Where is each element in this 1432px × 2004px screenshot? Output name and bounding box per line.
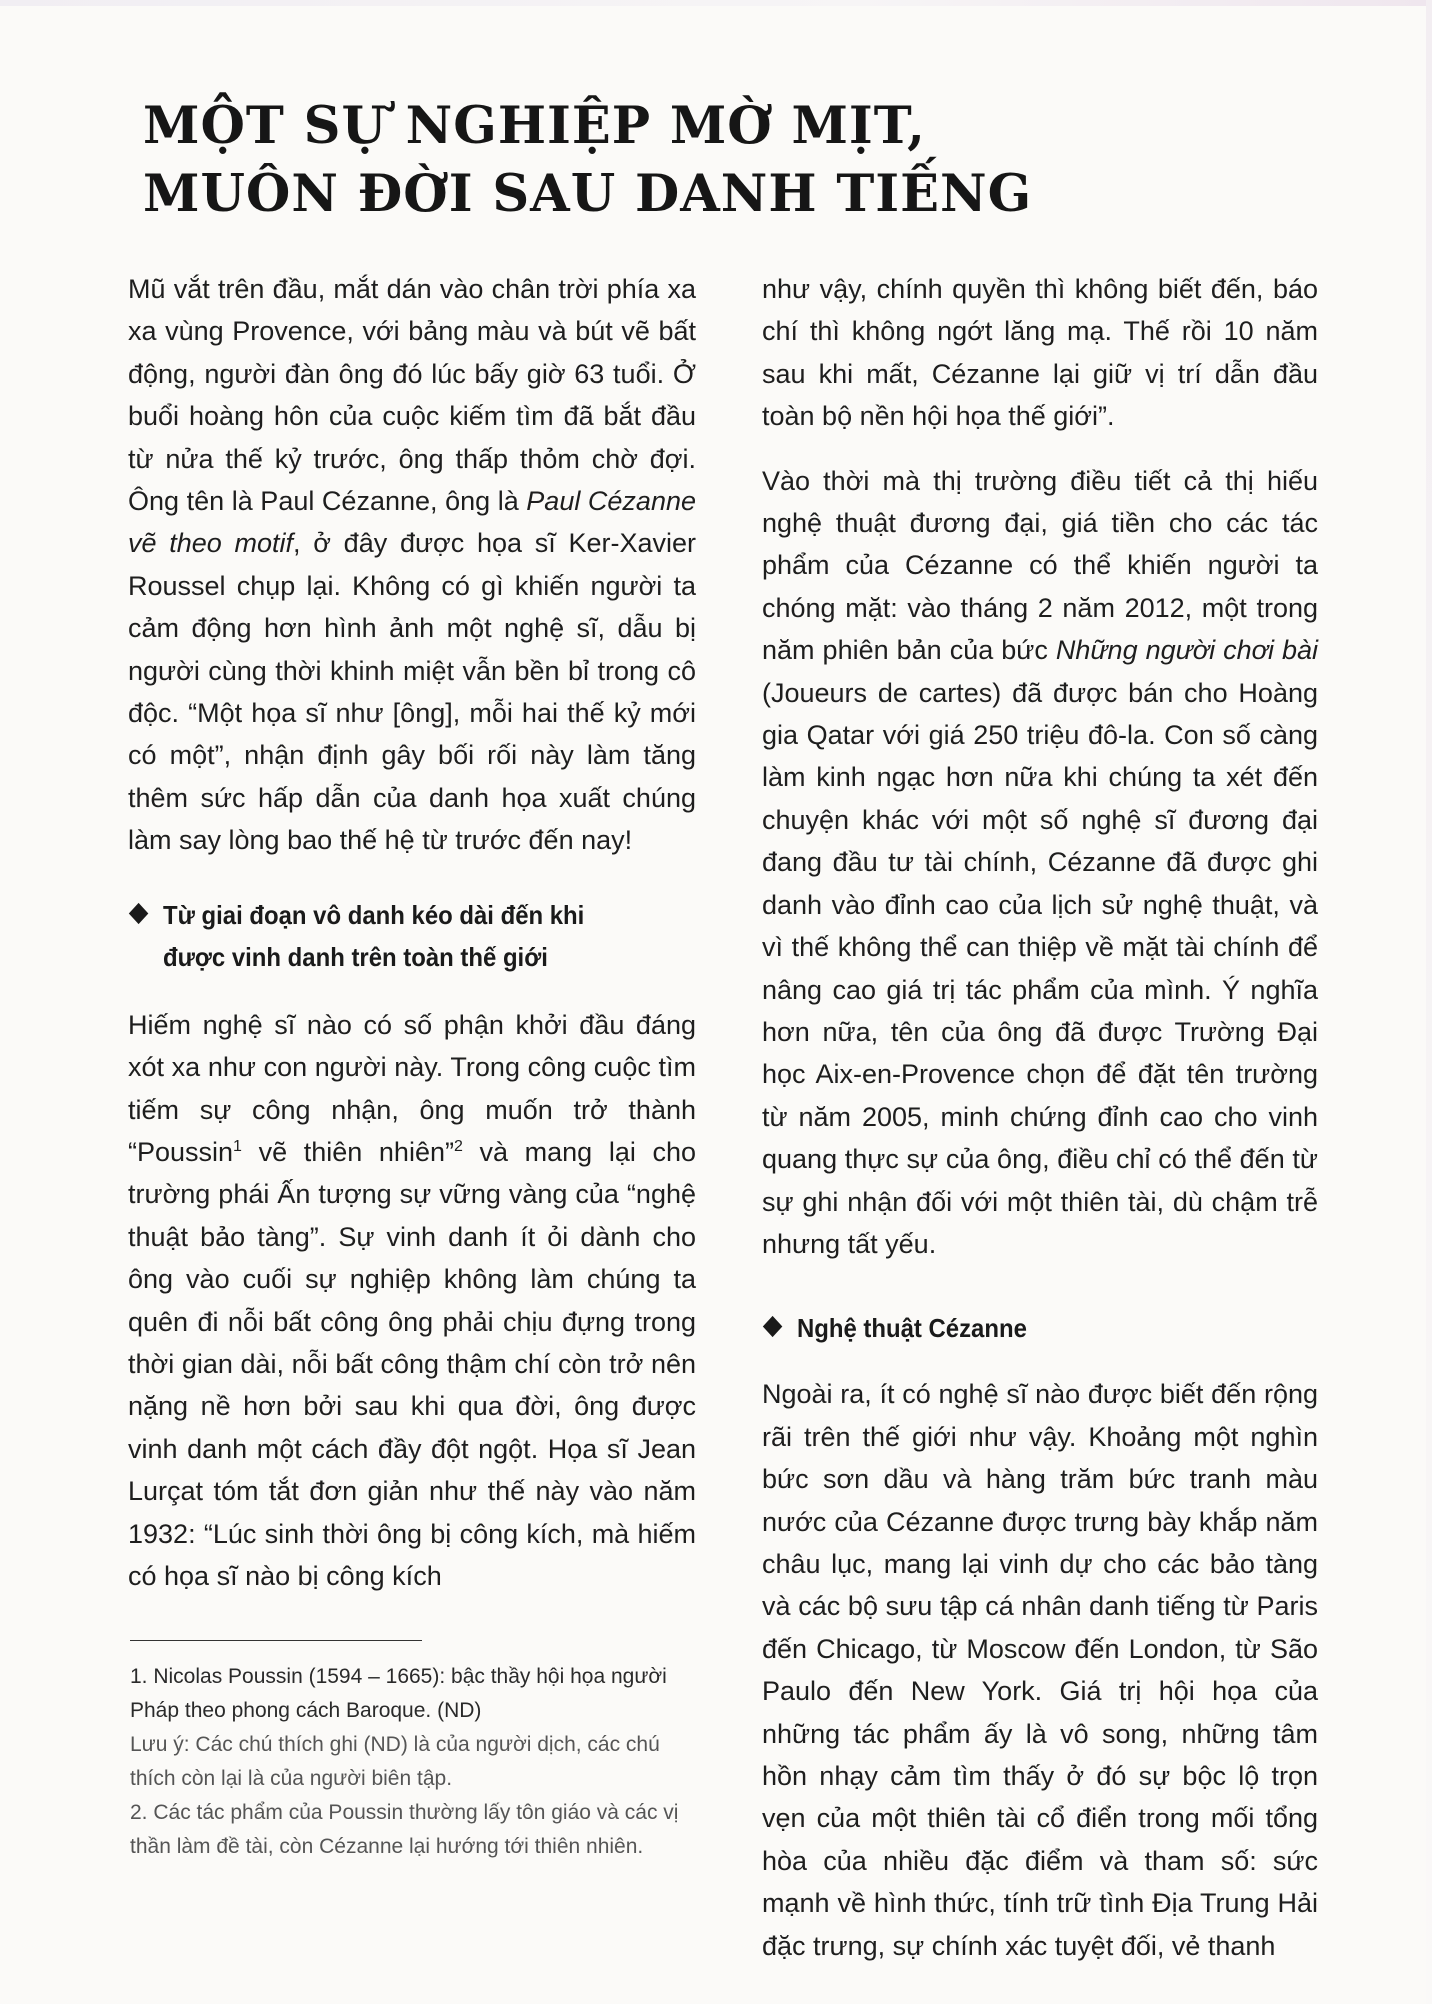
intro-paragraph <box>128 268 696 862</box>
title-line-2: MUÔN ĐỜI SAU DANH TIẾNG <box>143 164 1033 224</box>
fame-text-a: Hiếm nghệ sĩ nào có số phận khởi đầu đáng xót xa như con người này. Trong công cuộc tìm tiếm sự công nhận, ông muốn trở thành “Poussin <box>128 1009 696 1167</box>
art-paragraph: Ngoài ra, ít có nghệ sĩ nào được biết đến rộng rãi trên thế giới như vậy. Khoảng một nghìn bức sơn dầu và hàng trăm bức tranh màu nước của Cézanne được trưng bày khắp năm châu lục, mang lại vinh dự cho các bảo tàng và các bộ sưu tập cá nhân danh tiếng từ Paris đến Chicago, từ Moscow đến London, từ São Paulo đến New York. Giá trị hội họa của những tác phẩm ấy là vô song, những tâm hồn nhạy cảm tìm thấy ở đó sự bộc lộ trọn vẹn của một thiên tài cổ điển trong mối tổng hòa của nhiều đặc điểm và tham số: sức mạnh về hình thức, tính trữ tình Địa Trung Hải đặc trưng, sự chính xác tuyệt đối, vẻ thanh <box>762 1379 1318 1961</box>
footnote-ref-1[interactable]: 1 <box>233 1137 242 1155</box>
footnote-2: 2. Các tác phẩm của Poussin thường lấy tôn giáo và các vị thần làm đề tài, còn Cézanne lại hướng tới thiên nhiên. <box>130 1801 679 1858</box>
section-heading-fame-text: Từ giai đoạn vô danh kéo dài đến khi được vinh danh trên toàn thế giới <box>162 899 585 972</box>
diamond-bullet-icon <box>763 1316 783 1337</box>
footnote-ref-2[interactable]: 2 <box>453 1137 463 1155</box>
footnote-divider <box>130 1640 422 1641</box>
market-italic-title: Những người chơi bài <box>1055 635 1319 666</box>
page-right-edge <box>1426 0 1432 2004</box>
title-line-1: MỘT SỰ NGHIỆP MỜ MỊT, <box>143 96 926 156</box>
right-column <box>762 268 1318 1967</box>
intro-italic-title: Paul Cézanne vẽ theo motif <box>128 486 696 559</box>
fame-text-c: và mang lại cho trường phái Ấn tượng sự vững vàng của “nghệ thuật bảo tàng”. Sự vinh danh ít ỏi dành cho ông vào cuối sự nghiệp không làm chúng ta quên đi nỗi bất công ông phải chịu đựng trong thời gian dài, nỗi bất công thậm chí còn trở nên nặng nề hơn bởi sau khi qua đời, ông được vinh danh một cách đầy đột ngột. Họa sĩ Jean Lurçat tóm tắt đơn giản như thế này vào năm 1932: “Lúc sinh thời ông bị công kích, mà hiếm có họa sĩ nào bị công kích <box>128 1136 696 1591</box>
section-heading-art-text: Nghệ thuật Cézanne <box>796 1313 1027 1344</box>
footnote-note: Lưu ý: Các chú thích ghi (ND) là của người dịch, các chú thích còn lại là của người biên tập. <box>130 1733 660 1790</box>
footnotes <box>130 1660 695 1864</box>
left-column <box>128 268 696 1597</box>
fame-text-b: vẽ thiên nhiên” <box>241 1136 454 1167</box>
market-text-a: Vào thời mà thị trường điều tiết cả thị hiếu nghệ thuật đương đại, giá tiền cho các tác phẩm của Cézanne có thể khiến người ta chóng mặt: vào tháng 2 năm 2012, một trong năm phiên bản của bức <box>762 465 1318 666</box>
section-heading-art <box>762 1307 1274 1349</box>
section-heading-fame <box>128 894 651 978</box>
footnote-1: 1. Nicolas Poussin (1594 – 1665): bậc thầy hội họa người Pháp theo phong cách Baroque. (ND) <box>130 1665 667 1722</box>
diamond-bullet-icon <box>129 903 149 924</box>
continued-paragraph: như vậy, chính quyền thì không biết đến, báo chí thì không ngớt lăng mạ. Thế rồi 10 năm sau khi mất, Cézanne lại giữ vị trí dẫn đầu toàn bộ nền hội họa thế giới”. <box>762 274 1318 432</box>
intro-text-a: Mũ vắt trên đầu, mắt dán vào chân trời phía xa xa vùng Provence, với bảng màu và bút vẽ bất động, người đàn ông đó lúc bấy giờ 63 tuổi. Ở buổi hoàng hôn của cuộc kiếm tìm đã bắt đầu từ nửa thế kỷ trước, ông thấp thỏm chờ đợi. Ông tên là Paul Cézanne, ông là <box>128 274 696 517</box>
fame-paragraph <box>128 1004 696 1598</box>
page-top-edge <box>0 0 1432 6</box>
page-title <box>143 92 1293 228</box>
market-text-b: (Joueurs de cartes) đã được bán cho Hoàng gia Qatar với giá 250 triệu đô-la. Con số càng làm kinh ngạc hơn nữa khi chúng ta xét đến chuyện khác với một số nghệ sĩ đương đại đang đầu tư tài chính, Cézanne đã được ghi danh vào đỉnh cao của lịch sử nghệ thuật, và vì thế không thể can thiệp về mặt tài chính để nâng cao giá trị tác phẩm của mình. Ý nghĩa hơn nữa, tên của ông đã được Trường Đại học Aix-en-Provence chọn để đặt tên trường từ năm 2005, minh chứng đỉnh cao cho vinh quang thực sự của ông, điều chỉ có thể đến từ sự ghi nhận đối với một thiên tài, dù chậm trễ nhưng tất yếu. <box>762 677 1318 1259</box>
market-paragraph <box>762 460 1318 1266</box>
intro-text-b: , ở đây được họa sĩ Ker-Xavier Roussel chụp lại. Không có gì khiến người ta cảm động hơn hình ảnh một nghệ sĩ, dẫu bị người cùng thời khinh miệt vẫn bền bỉ trong cô độc. “Một họa sĩ như [ông], mỗi hai thế kỷ mới có một”, nhận định gây bối rối này làm tăng thêm sức hấp dẫn của danh họa xuất chúng làm say lòng bao thế hệ từ trước đến nay! <box>128 528 696 856</box>
